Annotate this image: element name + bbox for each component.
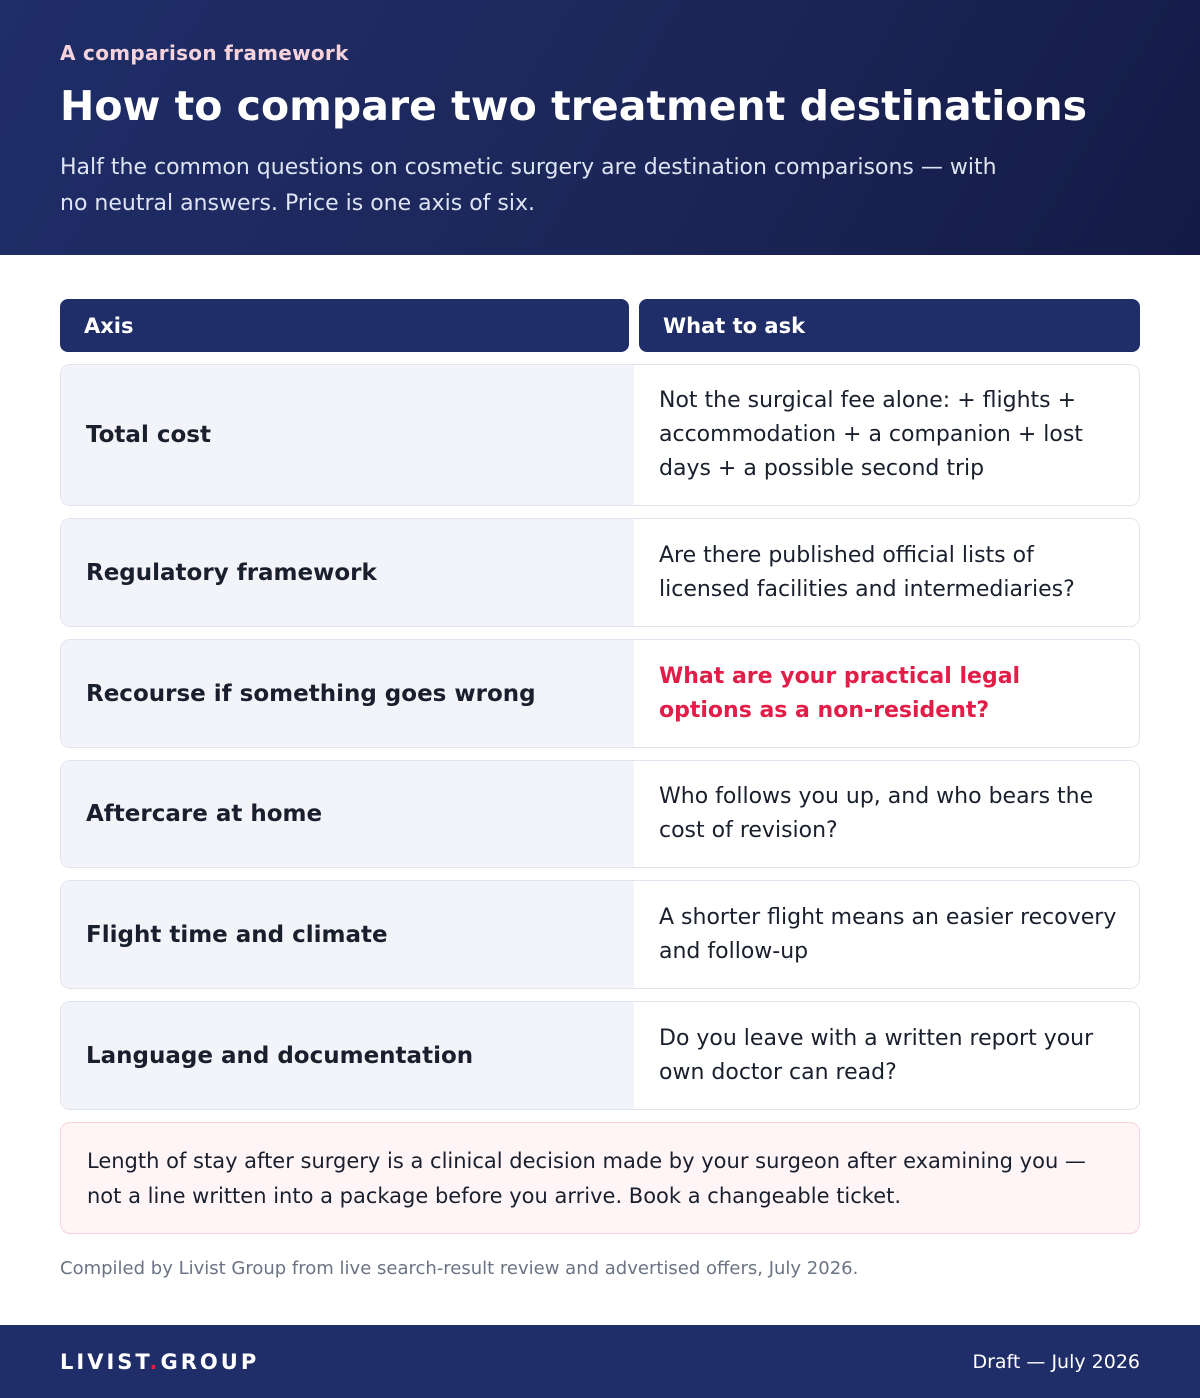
table-row — [60, 639, 1140, 748]
page-subtitle: Half the common questions on cosmetic surgery are destination comparisons — with no neutral answers. Price is one axis of six. — [60, 155, 997, 216]
axis-cell: Flight time and climate — [61, 881, 634, 988]
axis-cell: Total cost — [61, 365, 634, 505]
livist-group-logo: LIVIST.GROUP — [60, 1349, 260, 1374]
axis-cell: Recourse if something goes wrong — [61, 640, 634, 747]
table-row — [60, 518, 1140, 627]
axis-cell: Regulatory framework — [61, 519, 634, 626]
table-row — [60, 1001, 1140, 1110]
question-cell: A shorter flight means an easier recovery and follow-up — [634, 881, 1139, 988]
hero-header — [0, 0, 1200, 255]
question-cell-highlighted: What are your practical legal options as a non-resident? — [634, 640, 1139, 747]
table-row — [60, 364, 1140, 506]
axis-cell: Aftercare at home — [61, 761, 634, 867]
axis-cell: Language and documentation — [61, 1002, 634, 1109]
column-header-axis: Axis — [60, 299, 629, 352]
table-row — [60, 880, 1140, 989]
table-header — [60, 299, 1140, 352]
callout-note: Length of stay after surgery is a clinical decision made by your surgeon after examining you — not a line written into a package before you arrive. Book a changeable ticket. — [60, 1122, 1140, 1234]
draft-status: Draft — July 2026 — [972, 1350, 1140, 1373]
question-cell: Who follows you up, and who bears the cost of revision? — [634, 761, 1139, 867]
question-cell: Not the surgical fee alone: + flights + accommodation + a companion + lost days + a possible second trip — [634, 365, 1139, 505]
source-note: Compiled by Livist Group from live search-result review and advertised offers, July 2026. — [60, 1258, 859, 1279]
question-cell: Are there published official lists of licensed facilities and intermediaries? — [634, 519, 1139, 626]
page-title: How to compare two treatment destinations — [60, 82, 1088, 130]
eyebrow-label: A comparison framework — [60, 41, 349, 65]
comparison-content — [60, 299, 1140, 1282]
column-header-what-to-ask: What to ask — [639, 299, 1140, 352]
table-row — [60, 760, 1140, 868]
question-cell: Do you leave with a written report your own doctor can read? — [634, 1002, 1139, 1109]
page-footer — [0, 1325, 1200, 1398]
